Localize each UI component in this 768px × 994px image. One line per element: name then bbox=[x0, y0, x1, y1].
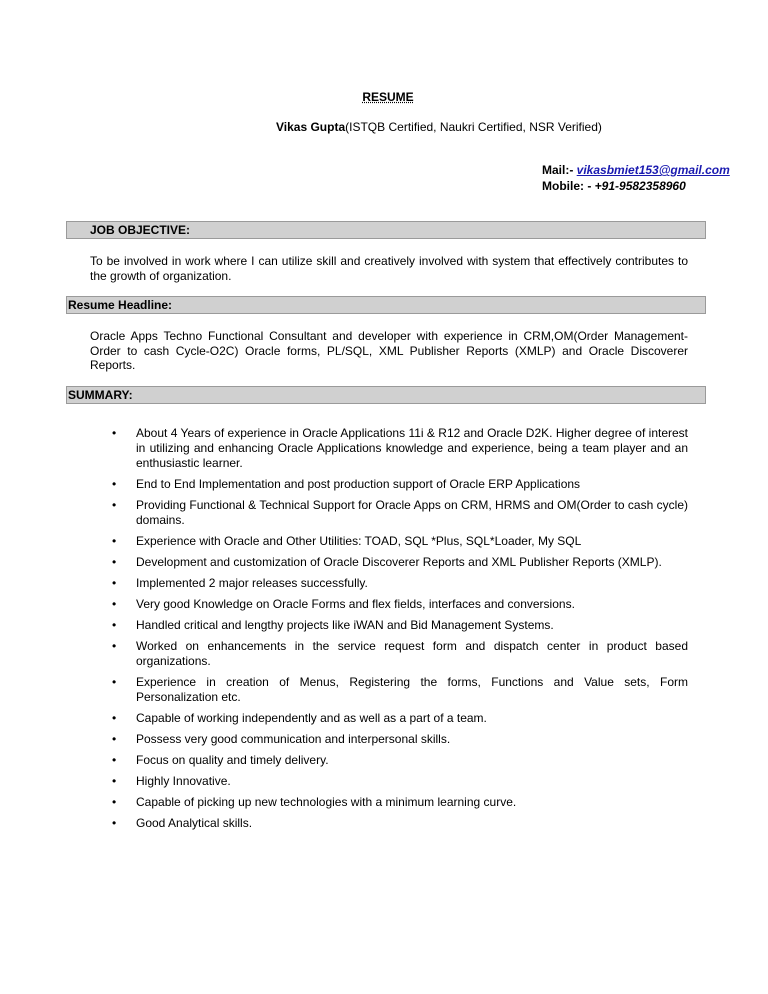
name-line bbox=[276, 120, 602, 134]
mobile-line bbox=[542, 178, 730, 194]
bullet-icon: • bbox=[112, 711, 117, 725]
summary-item: • Experience in creation of Menus, Registering the forms, Functions and Value sets, Form Personalization etc. bbox=[112, 675, 688, 704]
resume-headline-bar bbox=[66, 296, 706, 314]
contact-block bbox=[542, 162, 730, 194]
bullet-icon: • bbox=[112, 555, 117, 569]
summary-item: • Possess very good communication and interpersonal skills. bbox=[112, 732, 451, 746]
bullet-icon: • bbox=[112, 597, 117, 611]
mobile-label: Mobile: - bbox=[542, 179, 595, 193]
summary-item: • Focus on quality and timely delivery. bbox=[112, 753, 329, 767]
bullet-icon: • bbox=[112, 618, 117, 632]
mail-label: Mail:- bbox=[542, 163, 577, 177]
bullet-icon: • bbox=[112, 816, 117, 830]
email-link[interactable]: vikasbmiet153@gmail.com bbox=[576, 163, 730, 177]
resume-headline-text: Oracle Apps Techno Functional Consultant and developer with experience in CRM,OM(Order Management-Order to cash Cycle-O2C) Oracle forms, PL/SQL, XML Publisher Reports (XMLP) and Oracle Discoverer Reports. bbox=[90, 329, 688, 372]
bullet-icon: • bbox=[112, 795, 117, 809]
bullet-icon: • bbox=[112, 534, 117, 548]
summary-item: • Experience with Oracle and Other Utilities: TOAD, SQL *Plus, SQL*Loader, My SQL bbox=[112, 534, 582, 548]
bullet-icon: • bbox=[112, 753, 117, 767]
bullet-icon: • bbox=[112, 639, 117, 653]
summary-bar bbox=[66, 386, 706, 404]
summary-item: • Very good Knowledge on Oracle Forms and flex fields, interfaces and conversions. bbox=[112, 597, 575, 611]
bullet-icon: • bbox=[112, 732, 117, 746]
bullet-icon: • bbox=[112, 576, 117, 590]
summary-item: • Development and customization of Oracle Discoverer Reports and XML Publisher Reports (XMLP). bbox=[112, 555, 662, 569]
bullet-icon: • bbox=[112, 675, 117, 689]
summary-item: • Implemented 2 major releases successfully. bbox=[112, 576, 368, 590]
summary-item: • About 4 Years of experience in Oracle Applications 11i & R12 and Oracle D2K. Higher degree of interest in utilizing and enhancing Oracle Applications knowledge and experience, being a team player and an enthusiastic learner. bbox=[112, 426, 688, 470]
summary-item: • Capable of working independently and as well as a part of a team. bbox=[112, 711, 487, 725]
job-objective-heading: JOB OBJECTIVE: bbox=[90, 223, 191, 237]
bullet-icon: • bbox=[112, 498, 117, 512]
candidate-name: Vikas Gupta bbox=[276, 120, 346, 134]
job-objective-text: To be involved in work where I can utilize skill and creatively involved with system that effectively contributes to the growth of organization. bbox=[90, 254, 688, 283]
summary-item: • Providing Functional & Technical Support for Oracle Apps on CRM, HRMS and OM(Order to cash cycle) domains. bbox=[112, 498, 688, 527]
summary-heading: SUMMARY: bbox=[68, 388, 133, 402]
bullet-icon: • bbox=[112, 477, 117, 491]
summary-item: • Worked on enhancements in the service request form and dispatch center in product based organizations. bbox=[112, 639, 688, 668]
resume-headline-heading: Resume Headline: bbox=[68, 298, 173, 312]
credentials: (ISTQB Certified, Naukri Certified, NSR Verified) bbox=[345, 120, 602, 134]
resume-title: RESUME bbox=[362, 90, 414, 104]
summary-item: • End to End Implementation and post production support of Oracle ERP Applications bbox=[112, 477, 581, 491]
summary-item: • Handled critical and lengthy projects like iWAN and Bid Management Systems. bbox=[112, 618, 554, 632]
summary-item: • Good Analytical skills. bbox=[112, 816, 253, 830]
summary-item: • Capable of picking up new technologies with a minimum learning curve. bbox=[112, 795, 517, 809]
mail-line bbox=[542, 162, 730, 178]
bullet-icon: • bbox=[112, 774, 117, 788]
summary-item: • Highly Innovative. bbox=[112, 774, 231, 788]
job-objective-bar bbox=[66, 221, 706, 239]
summary-list bbox=[112, 426, 688, 837]
bullet-icon: • bbox=[112, 426, 117, 440]
mobile-number: +91-9582358960 bbox=[594, 179, 686, 193]
